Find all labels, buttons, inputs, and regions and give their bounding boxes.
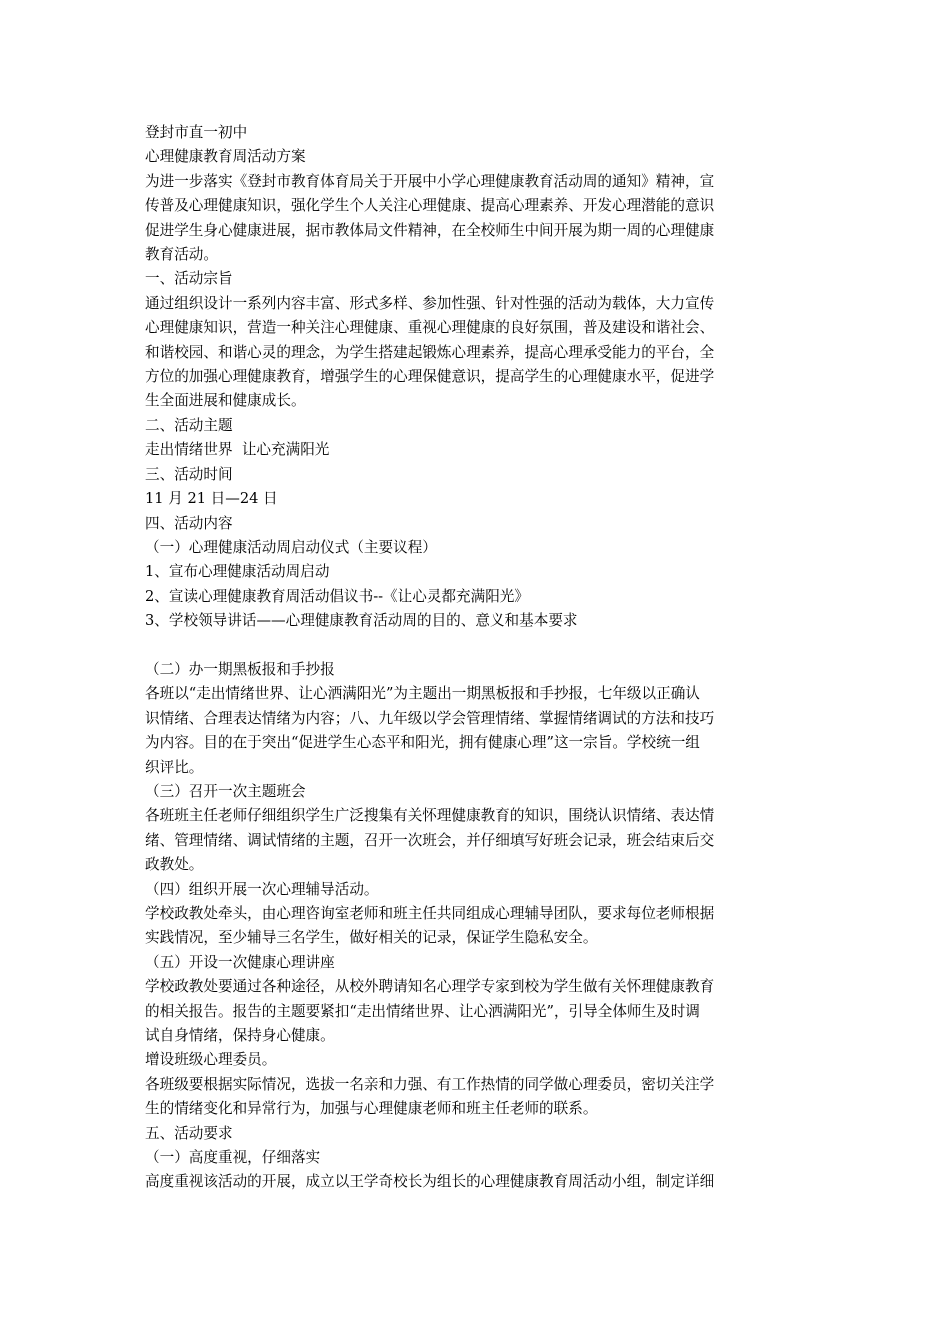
- body-line: 的相关报告。报告的主题要紧扣“走出情绪世界、让心洒满阳光”，引导全体师生及时调: [145, 1002, 700, 1020]
- section-heading-requirements: 五、活动要求: [145, 1124, 233, 1142]
- subsection-heading: （二）办一期黑板报和手抄报: [145, 660, 335, 678]
- intro-line: 为进一步落实《登封市教育体育局关于开展中小学心理健康教育活动周的通知》精神，宣: [145, 172, 715, 190]
- body-line: 学校政教处要通过各种途径，从校外聘请知名心理学专家到校为学生做有关怀理健康教育: [145, 978, 715, 996]
- section-heading-theme: 二、活动主题: [145, 416, 233, 434]
- document-title: 心理健康教育周活动方案: [145, 148, 306, 166]
- body-line: 政教处。: [145, 856, 204, 874]
- agenda-item: 3、学校领导讲话——心理健康教育活动周的目的、意义和基本要求: [145, 612, 578, 630]
- subsection-heading: （一）心理健康活动周启动仪式（主要议程）: [145, 538, 437, 556]
- body-line: 各班级要根据实际情况，选拔一名亲和力强、有工作热情的同学做心理委员，密切关注学: [145, 1075, 715, 1093]
- document-body: [145, 121, 809, 1195]
- section-heading-purpose: 一、活动宗旨: [145, 270, 233, 288]
- body-line: 实践情况，至少辅导三名学生，做好相关的记录，保证学生隐私安全。: [145, 929, 598, 947]
- subsection-heading: （三）召开一次主题班会: [145, 782, 306, 800]
- subsection-heading: （一）高度重视，仔细落实: [145, 1149, 321, 1167]
- subsection-heading: 增设班级心理委员。: [145, 1051, 277, 1069]
- school-name: 登封市直一初中: [145, 124, 248, 141]
- body-line: 各班班主任老师仔细组织学生广泛搜集有关怀理健康教育的知识，围绕认识情绪、表达情: [145, 807, 715, 825]
- body-line: 绪、管理情绪、调试情绪的主题，召开一次班会，并仔细填写好班会记录，班会结束后交: [145, 831, 715, 849]
- body-line: 生的情绪变化和异常行为，加强与心理健康老师和班主任老师的联系。: [145, 1100, 598, 1118]
- subsection-heading: （五）开设一次健康心理讲座: [145, 953, 335, 971]
- intro-line: 教育活动。: [145, 246, 218, 264]
- intro-line: 促进学生身心健康进展，据市教体局文件精神，在全校师生中间开展为期一周的心理健康: [145, 221, 715, 239]
- blank-line: [145, 634, 809, 658]
- body-line: 学校政教处牵头，由心理咨询室老师和班主任共同组成心理辅导团队，要求每位老师根据: [145, 904, 715, 922]
- body-line: 各班以“走出情绪世界、让心洒满阳光”为主题出一期黑板报和手抄报，七年级以正确认: [145, 685, 700, 703]
- purpose-line: 方位的加强心理健康教育，增强学生的心理保健意识，提高学生的心理健康水平，促进学: [145, 368, 715, 386]
- subsection-heading: （四）组织开展一次心理辅导活动。: [145, 880, 379, 898]
- time-line: 11 月 21 日—24 日: [145, 490, 278, 508]
- section-heading-time: 三、活动时间: [145, 465, 233, 483]
- purpose-line: 生全面进展和健康成长。: [145, 392, 306, 410]
- agenda-item: 2、宣读心理健康教育周活动倡议书--《让心灵都充满阳光》: [145, 587, 529, 605]
- section-heading-content: 四、活动内容: [145, 514, 233, 532]
- body-line: 织评比。: [145, 758, 204, 776]
- purpose-line: 和谐校园、和谐心灵的理念，为学生搭建起锻炼心理素养，提高心理承受能力的平台，全: [145, 343, 715, 361]
- theme-line: 走出情绪世界 让心充满阳光: [145, 441, 330, 459]
- purpose-line: 通过组织设计一系列内容丰富、形式多样、参加性强、针对性强的活动为载体，大力宣传: [145, 294, 715, 312]
- body-line: 高度重视该活动的开展，成立以王学奇校长为组长的心理健康教育周活动小组，制定详细: [145, 1173, 715, 1191]
- body-line: 试自身情绪，保持身心健康。: [145, 1027, 335, 1045]
- body-line: 为内容。目的在于突出“促进学生心态平和阳光，拥有健康心理”这一宗旨。学校统一组: [145, 734, 700, 752]
- intro-line: 传普及心理健康知识，强化学生个人关注心理健康、提高心理素养、开发心理潜能的意识: [145, 197, 715, 215]
- body-line: 识情绪、合理表达情绪为内容；八、九年级以学会管理情绪、掌握情绪调试的方法和技巧: [145, 709, 715, 727]
- purpose-line: 心理健康知识，营造一种关注心理健康、重视心理健康的良好氛围，普及建设和谐社会、: [145, 319, 715, 337]
- agenda-item: 1、宣布心理健康活动周启动: [145, 563, 330, 581]
